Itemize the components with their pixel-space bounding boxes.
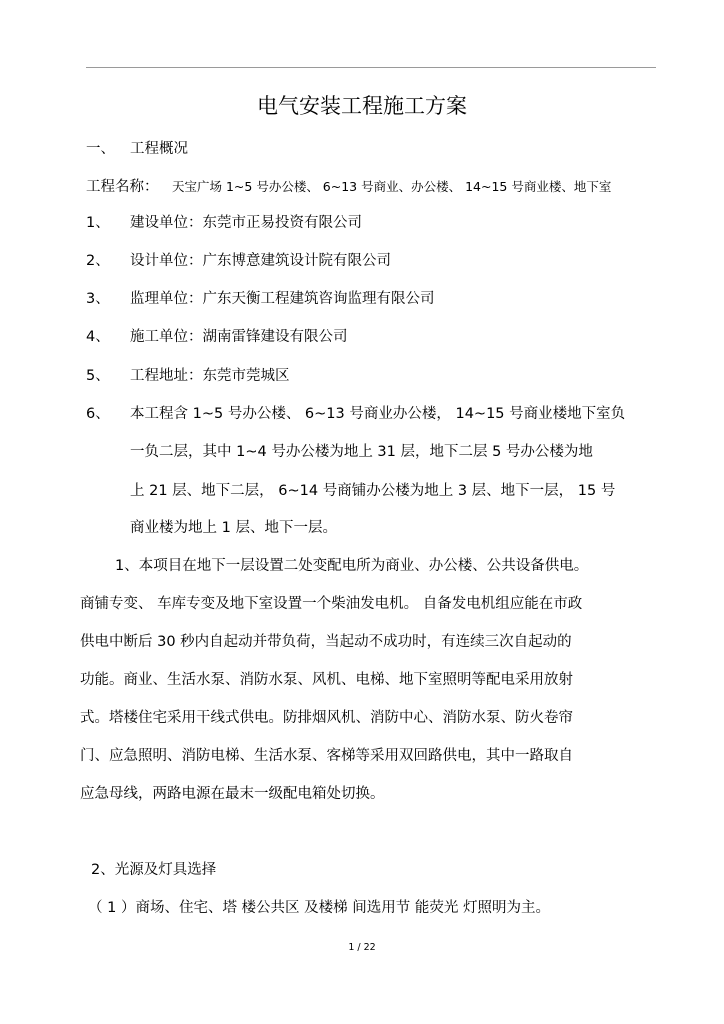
item-6-line: 上 21 层、地下二层， 6~14 号商铺办公楼为地上 3 层、地下一层， 15 号 [130,483,616,499]
paragraph-1-line: 商铺专变、 车库专变及地下室设置一个柴油发电机。 自备发电机组应能在市政 [80,596,583,612]
item-6-line: 商业楼为地上 1 层、地下一层。 [130,520,337,536]
section-1-number: 一、 [86,141,115,157]
project-name-value: 天宝广场 1~5 号办公楼、 6~13 号商业、办公楼、 14~15 号商业楼、地下室 [172,179,612,194]
item-1-text: 建设单位：东莞市正易投资有限公司 [130,215,362,231]
paragraph-1-line: 应急母线，两路电源在最末一级配电箱处切换。 [80,786,385,802]
item-4-text: 施工单位：湖南雷锋建设有限公司 [130,329,348,345]
item-4-number: 4、 [86,329,110,345]
item-5-number: 5、 [86,368,110,384]
item-2-text: 设计单位：广东博意建筑设计院有限公司 [130,253,391,269]
paragraph-1-line: 功能。商业、生活水泵、消防水泵、风机、电梯、地下室照明等配电采用放射 [80,672,573,688]
paragraph-1-line: 式。塔楼住宅采用干线式供电。防排烟风机、消防中心、消防水泵、防火卷帘 [80,710,573,726]
document-title: 电气安装工程施工方案 [257,94,467,118]
item-3-text: 监理单位：广东天衡工程建筑咨询监理有限公司 [130,291,435,307]
paragraph-1-line: 门、应急照明、消防电梯、生活水泵、客梯等采用双回路供电，其中一路取自 [80,748,573,764]
page-number: 1 / 22 [348,942,376,953]
section-2-heading: 2、光源及灯具选择 [91,862,217,878]
header-rule [86,67,656,68]
item-3-number: 3、 [86,291,110,307]
paragraph-1-line: 供电中断后 30 秒内自起动并带负荷，当起动不成功时，有连续三次自起动的 [80,634,572,650]
item-1-number: 1、 [86,215,110,231]
paragraph-1-line: 1、本项目在地下一层设置二处变配电所为商业、办公楼、公共设备供电。 [115,558,589,574]
item-2-number: 2、 [86,253,110,269]
item-5-text: 工程地址：东莞市莞城区 [130,368,290,384]
project-name-label: 工程名称： [86,179,159,195]
item-6-number: 6、 [86,406,110,422]
section-1-heading: 工程概况 [130,141,188,157]
item-6-line: 本工程含 1~5 号办公楼、 6~13 号商业办公楼， 14~15 号商业楼地下室负 [130,406,626,422]
item-6-line: 一负二层，其中 1~4 号办公楼为地上 31 层，地下二层 5 号办公楼为地 [130,444,593,460]
paragraph-2-text: （ 1 ）商场、住宅、塔 楼公共区 及楼梯 间选用节 能荧光 灯照明为主。 [88,900,550,916]
